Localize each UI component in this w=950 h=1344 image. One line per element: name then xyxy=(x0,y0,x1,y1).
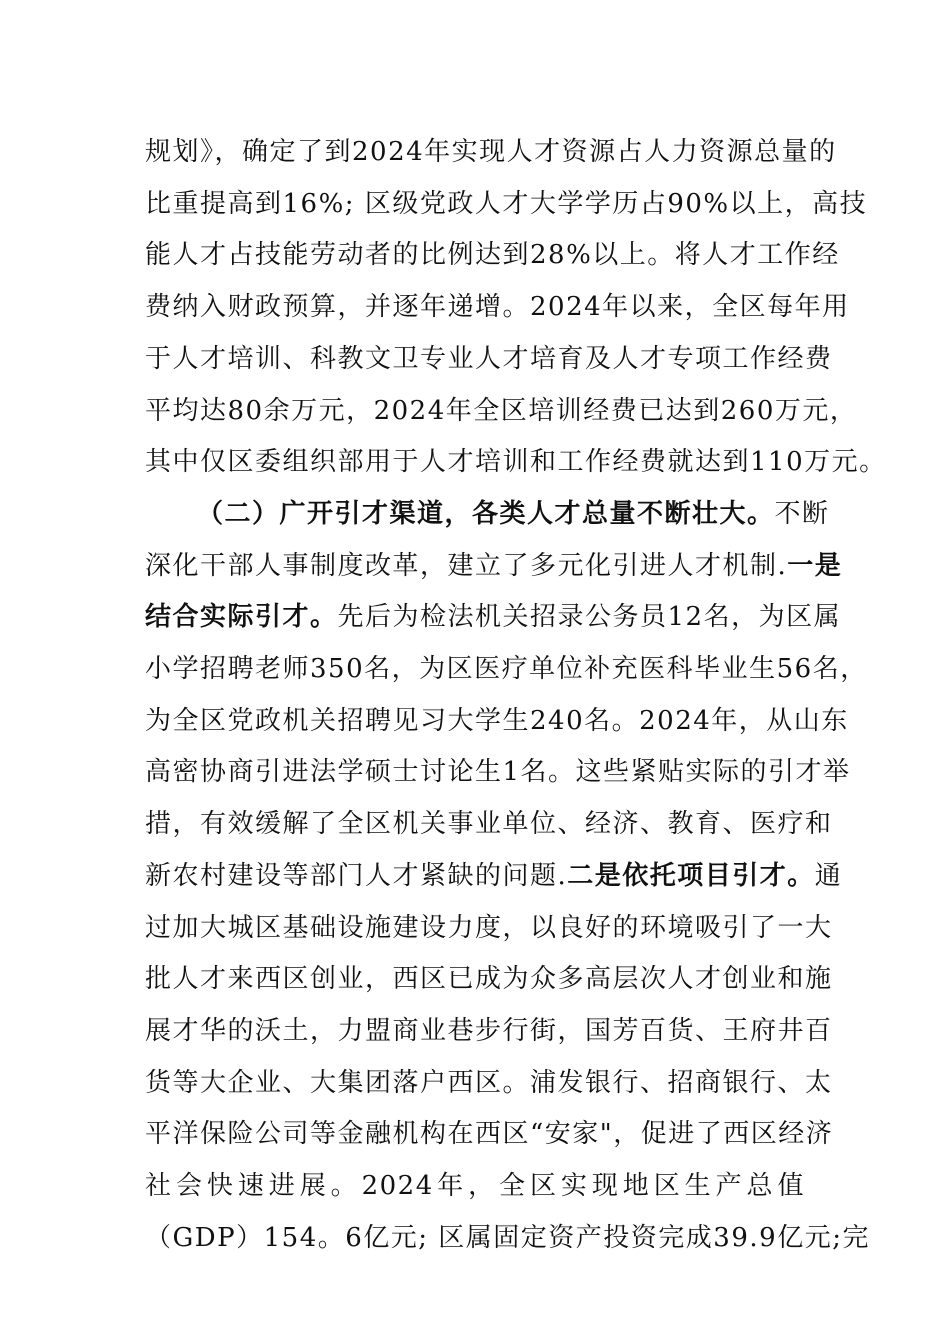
text-line xyxy=(145,333,833,385)
text-line xyxy=(197,488,830,540)
text-run: 批人才来西区创业，西区已成为众多高层次人才创业和施 xyxy=(145,964,833,994)
text-line xyxy=(145,385,858,437)
text-line xyxy=(145,1005,833,1057)
text-run: （GDP）154。6亿元; 区属固定资产投资完成39.9亿元;完 xyxy=(145,1223,870,1253)
text-line xyxy=(145,178,868,230)
text-run: 展才华的沃土，力盟商业巷步行街，国芳百货、王府井百 xyxy=(145,1016,833,1046)
text-line xyxy=(145,695,849,747)
text-run: 高密协商引进法学硕士讨论生1名。这些紧贴实际的引才举 xyxy=(145,757,851,787)
text-line xyxy=(145,281,850,333)
text-line xyxy=(145,798,833,850)
text-line xyxy=(145,746,851,798)
text-line xyxy=(145,1057,833,1109)
bold-phrase: （二）广开引才渠道，各类人才总量不断壮大。 xyxy=(197,499,775,529)
text-run: 其中仅区委组织部用于人才培训和工作经费就达到110万元。 xyxy=(145,447,887,477)
text-run: 平均达80余万元，2024年全区培训经费已达到260万元， xyxy=(145,396,858,426)
text-line xyxy=(145,850,843,902)
text-line xyxy=(145,436,887,488)
text-line xyxy=(145,126,837,178)
text-line xyxy=(145,1108,834,1160)
text-run: 费纳入财政预算，并逐年递增。2024年以来，全区每年用 xyxy=(145,292,850,322)
text-run: 平洋保险公司等金融机构在西区“安家"，促进了西区经济 xyxy=(145,1119,834,1149)
text-line xyxy=(145,1212,870,1264)
text-run: 过加大城区基础设施建设力度，以良好的环境吸引了一大 xyxy=(145,913,833,943)
text-run: 于人才培训、科教文卫专业人才培育及人才专项工作经费 xyxy=(145,344,833,374)
text-run: 规划》，确定了到2024年实现人才资源占人力资源总量的 xyxy=(145,137,837,167)
bold-phrase: 结合实际引才。 xyxy=(145,602,338,632)
text-line xyxy=(145,953,833,1005)
text-line xyxy=(145,540,843,592)
text-run: 不断 xyxy=(774,499,830,529)
text-run: 为全区党政机关招聘见习大学生240名。2024年，从山东 xyxy=(145,706,849,736)
text-run: 货等大企业、大集团落户西区。浦发银行、招商银行、太 xyxy=(145,1068,833,1098)
text-run: 社会快速进展。2024年，全区实现地区生产总值 xyxy=(145,1171,805,1201)
text-run: 比重提高到16%; 区级党政人才大学学历占90%以上，高技 xyxy=(145,189,868,219)
text-line xyxy=(145,1160,805,1212)
text-run: 深化干部人事制度改革，建立了多元化引进人才机制. xyxy=(145,551,788,581)
text-line xyxy=(145,591,842,643)
text-line xyxy=(145,643,868,695)
text-run: 措，有效缓解了全区机关事业单位、经济、教育、医疗和 xyxy=(145,809,833,839)
text-line xyxy=(145,229,840,281)
text-run: 先后为检法机关招录公务员12名，为区属 xyxy=(337,602,842,632)
text-run: 新农村建设等部门人才紧缺的问题. xyxy=(145,861,568,891)
text-run: 小学招聘老师350名，为区医疗单位补充医科毕业生56名， xyxy=(145,654,868,684)
text-run: 通 xyxy=(814,861,843,891)
text-line xyxy=(145,902,833,954)
bold-phrase: 二是依托项目引才。 xyxy=(567,861,815,891)
text-run: 能人才占技能劳动者的比例达到28%以上。将人才工作经 xyxy=(145,240,840,270)
bold-phrase: 一是 xyxy=(787,551,843,581)
